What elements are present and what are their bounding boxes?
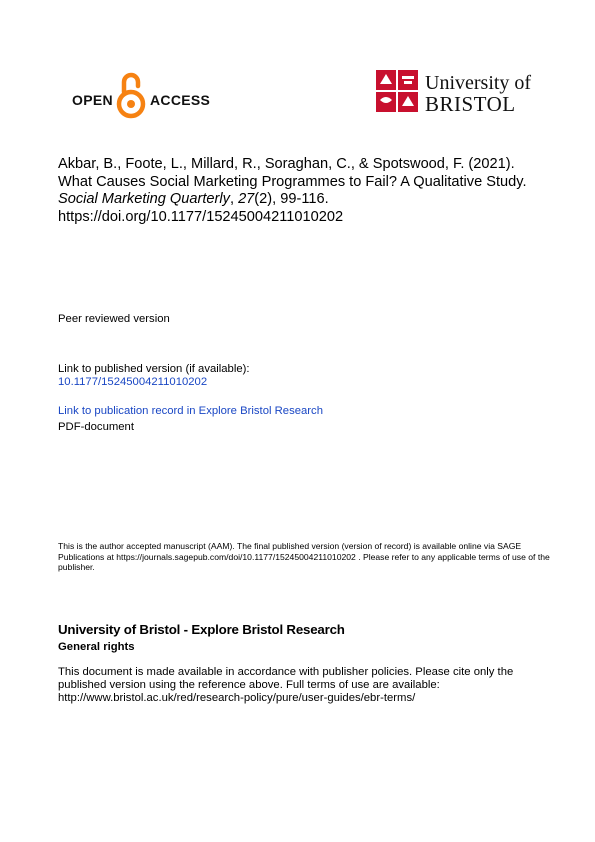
open-access-logo-word-access: ACCESS xyxy=(150,92,211,108)
aam-note: This is the author accepted manuscript (AAM). The final published version (version of record) is available online via SAGE Publications at https://journals.sagepub.com/doi/10.1177/15245004211010202 . Please refer to any applicable terms of use of the publisher. xyxy=(58,541,550,572)
version-label: Peer reviewed version xyxy=(58,313,170,325)
citation-sep: , xyxy=(229,191,239,207)
published-doi-link[interactable]: 10.1177/15245004211010202 xyxy=(58,376,208,388)
citation xyxy=(58,156,528,226)
bristol-crest-icon xyxy=(376,70,420,114)
citation-volume: 27 xyxy=(238,191,255,207)
document-type: PDF-document xyxy=(58,421,134,433)
citation-journal: Social Marketing Quarterly xyxy=(58,191,230,207)
bristol-logo-line1: University of xyxy=(425,72,532,94)
citation-issue-pages: (2), 99-116. xyxy=(254,191,329,207)
published-link-label: Link to published version (if available): xyxy=(58,363,250,375)
open-access-logo-word-open: OPEN xyxy=(72,92,113,108)
general-rights-heading: General rights xyxy=(58,641,135,653)
general-rights-body: This document is made available in accordance with publisher policies. Please cite only the published version using the reference above. Full terms of use are available: http://www.bristol.ac.uk/red/research-policy/pure/user-guides/ebr-terms/ xyxy=(58,666,514,704)
citation-doi: https://doi.org/10.1177/15245004211010202 xyxy=(58,208,344,225)
footer-heading: University of Bristol - Explore Bristol Research xyxy=(58,622,345,637)
open-access-lock-icon xyxy=(115,70,147,120)
citation-main: Akbar, B., Foote, L., Millard, R., Soraghan, C., & Spotswood, F. (2021). What Causes Social Marketing Programmes to Fail? A Qualitative Study. xyxy=(58,156,527,190)
publication-record-link[interactable]: Link to publication record in Explore Bristol Research xyxy=(58,405,323,417)
bristol-logo-line2: BRISTOL xyxy=(425,92,516,116)
